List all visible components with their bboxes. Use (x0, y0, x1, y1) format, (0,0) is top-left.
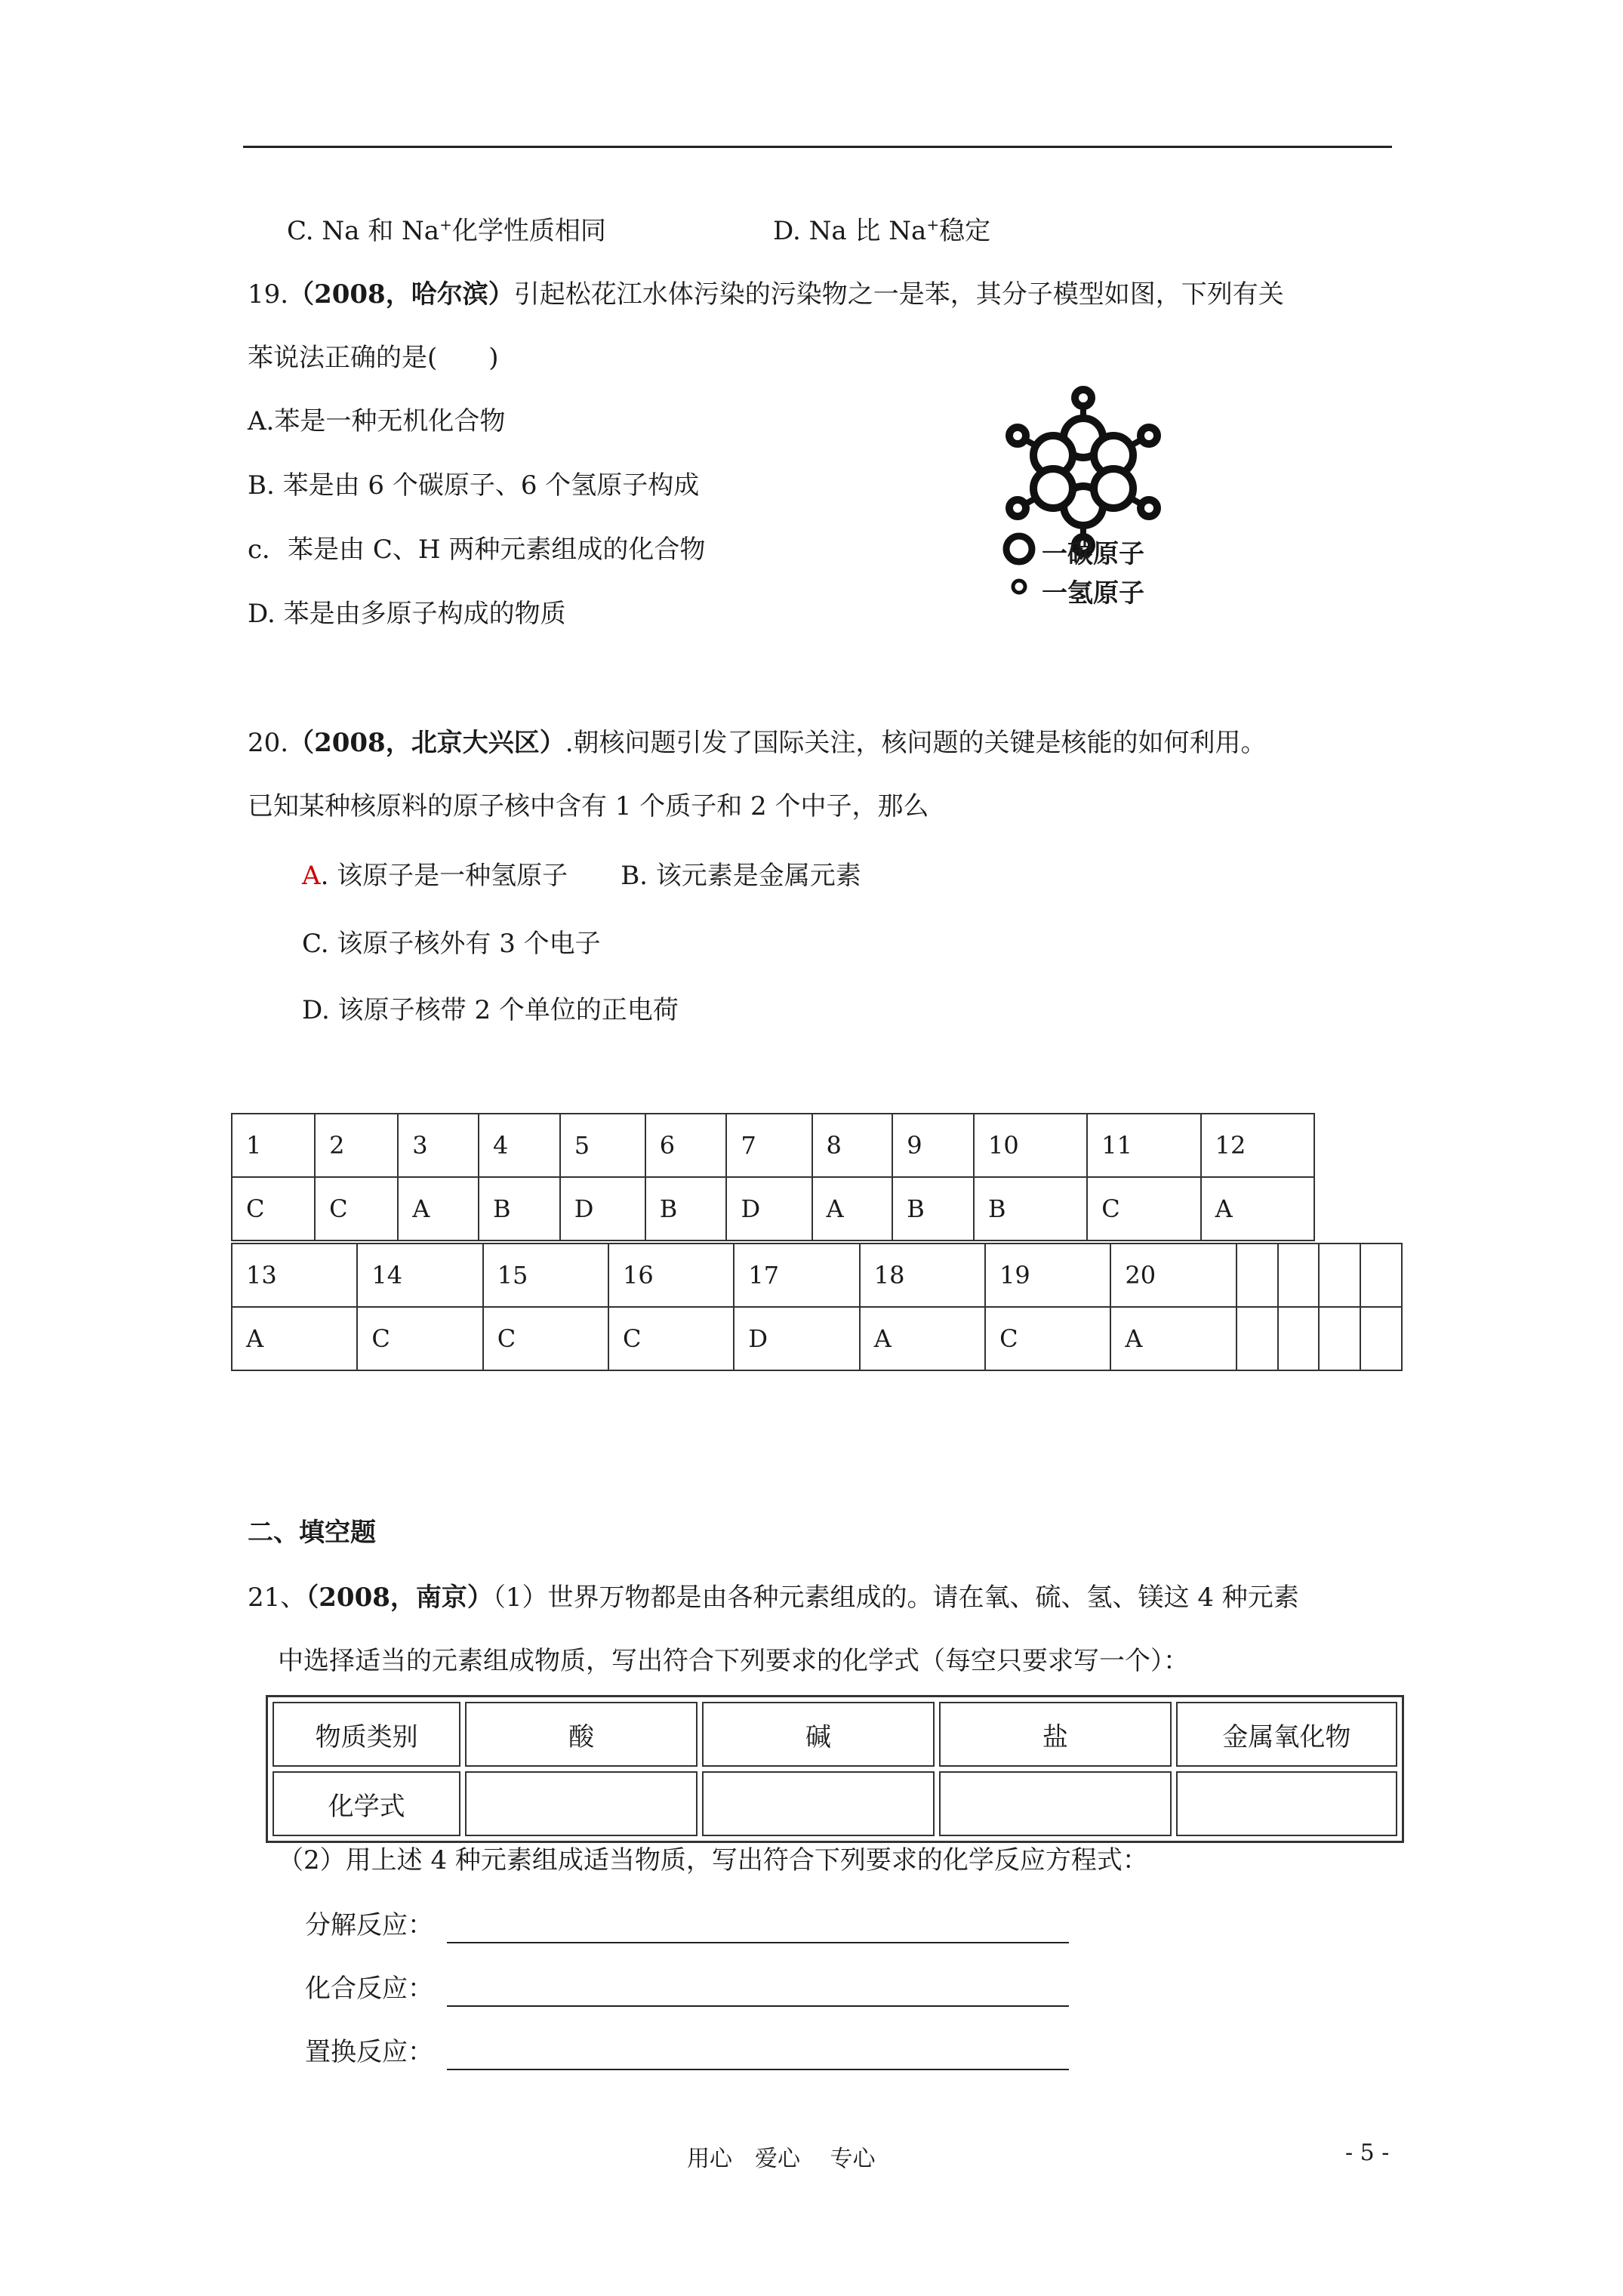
table-cell: B (974, 1177, 1087, 1240)
q19-option-d: D. 苯是由多原子构成的物质 (248, 599, 566, 629)
table-cell: D (726, 1177, 812, 1240)
q20-number: 20. (248, 728, 289, 758)
q18-option-d-pre: D. Na 比 Na (773, 216, 927, 246)
formula-answer-cell[interactable] (1176, 1771, 1397, 1836)
table-cell: C (357, 1307, 482, 1370)
answer-table-row1-numbers (232, 1114, 1314, 1177)
carbon-legend-symbol (1006, 536, 1032, 562)
q18-option-c (287, 213, 606, 249)
chemical-formula-table (266, 1695, 1404, 1843)
table-cell: B (645, 1177, 727, 1240)
table-row-label: 化学式 (273, 1771, 460, 1836)
hydrogen-atom (1141, 427, 1157, 444)
table-cell: 15 (483, 1244, 608, 1307)
footer-motto: 用心 爱心 专心 (687, 2146, 876, 2172)
table-cell: A (398, 1177, 479, 1240)
table-header-cell: 酸 (465, 1702, 698, 1767)
table-cell: C (985, 1307, 1110, 1370)
table-cell: C (608, 1307, 734, 1370)
q18-option-c-sup: + (439, 215, 452, 234)
legend-carbon-label: 一碳原子 (1042, 539, 1144, 569)
table-cell (1278, 1307, 1320, 1370)
table-header-cell: 盐 (939, 1702, 1172, 1767)
carbon-atom (1033, 469, 1073, 508)
table-cell: A (1110, 1307, 1236, 1370)
table-cell: A (812, 1177, 893, 1240)
formula-answer-cell[interactable] (702, 1771, 935, 1836)
q20-option-c: C. 该原子核外有 3 个电子 (302, 929, 601, 959)
q19-option-b: B. 苯是由 6 个碳原子、6 个氢原子构成 (248, 470, 700, 501)
table-cell (1360, 1244, 1402, 1307)
q19-option-c: c．苯是由 C、H 两种元素组成的化合物 (248, 535, 706, 565)
table-cell: 13 (232, 1244, 357, 1307)
q19-source: （2008，哈尔滨） (288, 279, 514, 310)
q20-option-a-letter: A (302, 861, 321, 891)
table-cell: 12 (1201, 1114, 1314, 1177)
table-cell: 20 (1110, 1244, 1236, 1307)
table-cell: 18 (860, 1244, 985, 1307)
table-cell: A (1201, 1177, 1314, 1240)
table-cell: C (1087, 1177, 1200, 1240)
q19-stem-line1 (248, 276, 1284, 313)
q19-stem-text: 引起松花江水体污染的污染物之一是苯，其分子模型如图，下列有关 (513, 279, 1284, 310)
table-header-cell: 物质类别 (273, 1702, 460, 1767)
q18-option-d (773, 213, 990, 249)
table-cell: 7 (726, 1114, 812, 1177)
answer-table-row2 (231, 1243, 1403, 1371)
q20-option-a: . 该原子是一种氢原子 (320, 861, 568, 891)
table-cell (1319, 1307, 1360, 1370)
answer-line-decomposition[interactable] (447, 1942, 1069, 1943)
reaction-label-displacement: 置换反应： (305, 2037, 433, 2067)
table-cell: B (479, 1177, 560, 1240)
answer-line-displacement[interactable] (447, 2069, 1069, 2070)
table-cell: 14 (357, 1244, 482, 1307)
hydrogen-atom (1141, 500, 1157, 516)
q21-part1-line1 (248, 1579, 1299, 1616)
table-cell: D (560, 1177, 645, 1240)
hydrogen-atom (1075, 390, 1092, 406)
table-cell: B (892, 1177, 974, 1240)
q20-stem-line1 (248, 725, 1267, 761)
reaction-label-combination: 化合反应： (305, 1974, 433, 2004)
table-cell: C (483, 1307, 608, 1370)
q18-option-c-pre: C. Na 和 Na (287, 216, 440, 246)
header-rule (243, 146, 1392, 148)
table-cell: 11 (1087, 1114, 1200, 1177)
table-cell: 2 (315, 1114, 398, 1177)
table-cell: 8 (812, 1114, 893, 1177)
q20-option-ab (302, 858, 861, 894)
table-cell: A (860, 1307, 985, 1370)
q20-option-d: D. 该原子核带 2 个单位的正电荷 (302, 995, 679, 1025)
table-cell (1319, 1244, 1360, 1307)
table-cell (1236, 1244, 1278, 1307)
formula-table-header (273, 1702, 1397, 1767)
answer-table-row1-answers (232, 1177, 1314, 1240)
table-cell: 9 (892, 1114, 974, 1177)
table-cell: D (734, 1307, 859, 1370)
formula-answer-cell[interactable] (465, 1771, 698, 1836)
q20-stem-line2: 已知某种核原料的原子核中含有 1 个质子和 2 个中子，那么 (248, 791, 929, 821)
table-cell: 10 (974, 1114, 1087, 1177)
table-cell: C (232, 1177, 315, 1240)
table-cell: 17 (734, 1244, 859, 1307)
q20-stem-text: .朝核问题引发了国际关注，核问题的关键是核能的如何利用。 (565, 728, 1267, 758)
hydrogen-legend-symbol (1013, 581, 1025, 593)
table-cell: 6 (645, 1114, 727, 1177)
q21-part1-text: （1）世界万物都是由各种元素组成的。请在氧、硫、氢、镁这 4 种元素 (492, 1583, 1299, 1613)
table-header-cell: 金属氧化物 (1176, 1702, 1397, 1767)
answer-table-row2-answers (232, 1307, 1402, 1370)
table-cell: 19 (985, 1244, 1110, 1307)
q21-source: （2008，南京） (306, 1583, 493, 1613)
table-cell (1360, 1307, 1402, 1370)
q19-option-a: A.苯是一种无机化合物 (248, 406, 506, 436)
q21-part2: （2）用上述 4 种元素组成适当物质，写出符合下列要求的化学反应方程式： (278, 1845, 1148, 1875)
hydrogen-atom (1009, 500, 1026, 516)
carbon-atom (1094, 469, 1133, 508)
q20-source: （2008，北京大兴区） (288, 728, 565, 758)
table-cell: 1 (232, 1114, 315, 1177)
q18-option-d-post: 稳定 (939, 216, 991, 246)
formula-table-row (273, 1771, 1397, 1836)
legend-hydrogen-label: 一氢原子 (1042, 578, 1144, 609)
table-cell: 4 (479, 1114, 560, 1177)
table-cell: C (315, 1177, 398, 1240)
table-cell: 5 (560, 1114, 645, 1177)
page-number: - 5 - (1345, 2140, 1390, 2166)
table-header-cell: 碱 (702, 1702, 935, 1767)
q18-option-c-post: 化学性质相同 (451, 216, 606, 246)
table-cell: 16 (608, 1244, 734, 1307)
answer-line-combination[interactable] (447, 2005, 1069, 2007)
q21-number: 21、 (248, 1583, 306, 1613)
answer-table-row2-numbers (232, 1244, 1402, 1307)
table-cell: 3 (398, 1114, 479, 1177)
q20-option-b: B. 该元素是金属元素 (621, 861, 861, 891)
q21-part1-line2: 中选择适当的元素组成物质，写出符合下列要求的化学式（每空只要求写一个）： (278, 1646, 1189, 1676)
answer-table-row1 (231, 1113, 1315, 1241)
q18-option-d-sup: + (926, 215, 940, 234)
section-title-fill-in: 二、填空题 (248, 1518, 376, 1548)
q19-stem-line2: 苯说法正确的是( ) (248, 343, 499, 373)
reaction-label-decomposition: 分解反应： (305, 1910, 433, 1940)
table-cell (1278, 1244, 1320, 1307)
table-cell: A (232, 1307, 357, 1370)
hydrogen-atom (1009, 427, 1026, 444)
table-cell (1236, 1307, 1278, 1370)
q19-number: 19. (248, 279, 289, 310)
formula-answer-cell[interactable] (939, 1771, 1172, 1836)
